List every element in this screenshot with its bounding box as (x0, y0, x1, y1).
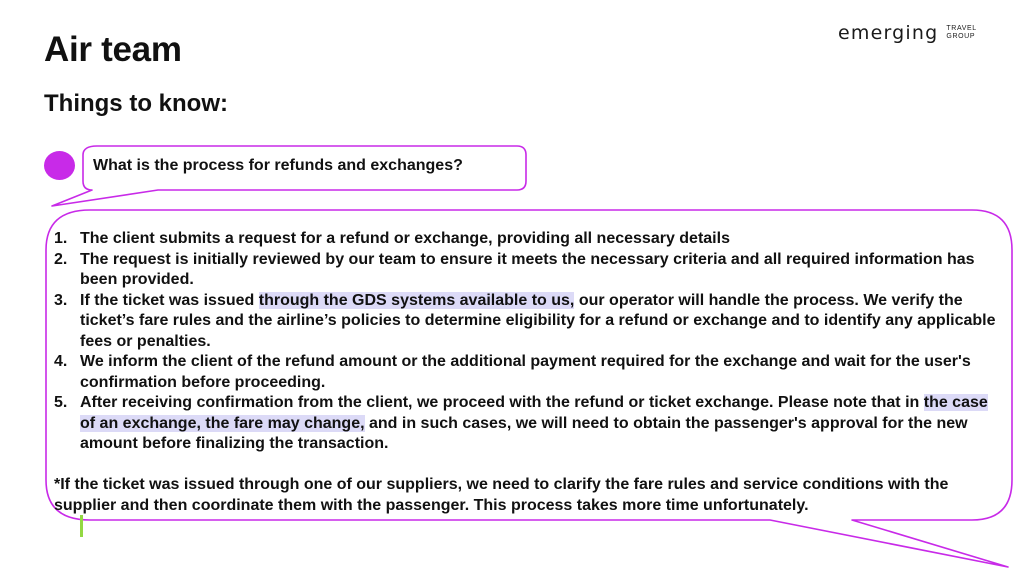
list-item-step-1 (54, 229, 1006, 250)
logo-sub-line-2: GROUP (946, 33, 976, 40)
list-item-step-2 (54, 250, 1006, 291)
question-text: What is the process for refunds and exchanges? (93, 157, 463, 174)
highlighted-text: through the GDS systems available to us, (258, 291, 575, 309)
step-number: 1. (54, 230, 68, 247)
step-text-continued: our operator will handle the process. We verify the ticket’s fare rules and the airline’s policies to determine eligibility for a refund or exchange and to identify any applicable fees or penalties. (80, 291, 996, 350)
logo-sub-line-1: TRAVEL (946, 25, 977, 32)
list-item-step-4 (54, 352, 1006, 393)
section-subtitle: Things to know: (44, 90, 228, 117)
page-title: Air team (44, 30, 182, 69)
step-text: After receiving confirmation from the client, we proceed with the refund or ticket exchange. Please note that in (80, 394, 924, 411)
step-number: 5. (54, 394, 68, 411)
supplier-note: *If the ticket was issued through one of our suppliers, we need to clarify the fare rules and service conditions with the supplier and then coordinate them with the passenger. This process takes more time unfortunately. (54, 476, 949, 514)
text-cursor (80, 515, 83, 537)
question-bubble-outline (52, 146, 526, 206)
step-number: 4. (54, 353, 68, 370)
logo-wordmark: emerging (838, 22, 939, 44)
step-text: If the ticket was issued (80, 291, 259, 309)
process-steps-list (54, 229, 1006, 455)
step-number: 2. (54, 250, 68, 268)
step-number: 3. (54, 291, 68, 309)
list-item-step-5 (54, 393, 1006, 455)
list-item-step-3 (54, 291, 1006, 353)
step-text-continued: and in such cases, we will need to obtain the passenger's approval for the new amount before finalizing the transaction. (80, 414, 968, 452)
step-text: The request is initially reviewed by our team to ensure it meets the necessary criteria and all required information has been provided. (80, 250, 975, 288)
highlighted-text: the case of an exchange, the fare may change, (80, 394, 988, 432)
step-text: The client submits a request for a refund or exchange, providing all necessary details (80, 230, 730, 247)
step-text: We inform the client of the refund amount or the additional payment required for the exchange and wait for the user's confirmation before proceeding. (80, 353, 971, 391)
